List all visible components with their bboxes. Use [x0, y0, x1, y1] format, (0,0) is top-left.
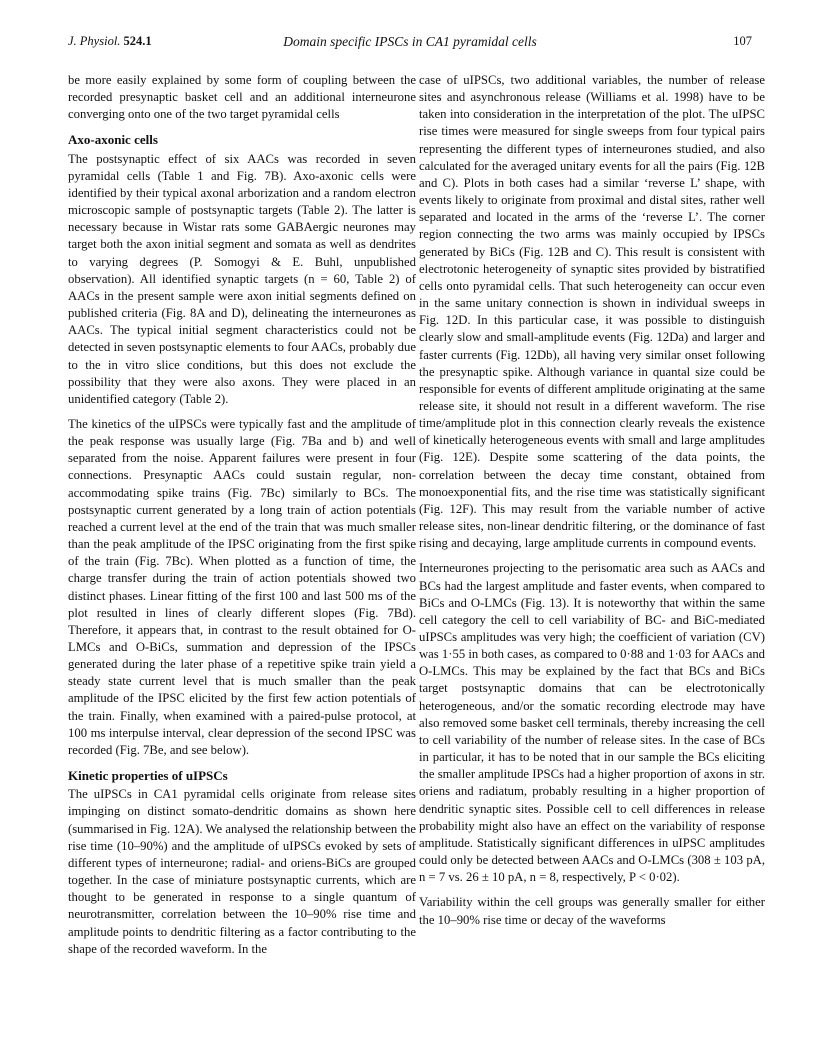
journal-abbrev: J. Physiol.: [68, 34, 121, 48]
left-column: [68, 72, 416, 966]
running-head: [68, 32, 752, 52]
volume-issue: 524.1: [123, 34, 152, 48]
paragraph: The postsynaptic effect of six AACs was recorded in seven pyramidal cells (Table 1 and Fig. 7B). Axo-axonic cells were identified by their typical axonal arborization and a random electron microscopic sample of postsynaptic targets (Table 2). The latter is necessary because in Wistar rats some GABAergic neurones may target both the axon initial segment and somata as well as dendrites to varying degrees (P. Somogyi & E. Buhl, unpublished observation). All identified synaptic targets (n = 60, Table 2) of AACs in the present sample were axon initial segments defined on published criteria (Fig. 8A and D), delineating the interneurones as AACs. The typical initial segment characteristics could not be detected in seven postsynaptic elements to four AACs, probably due to the in vitro slice conditions, but this does not exclude the possibility that they were also axons. They were placed in an unidentified category (Table 2).: [68, 151, 416, 406]
running-title: Domain specific IPSCs in CA1 pyramidal cells: [283, 34, 537, 49]
paragraph: Variability within the cell groups was generally smaller for either the 10–90% rise time or decay of the waveforms: [419, 895, 765, 927]
paragraph: The uIPSCs in CA1 pyramidal cells originate from release sites impinging on distinct somato-dendritic domains as shown here (summarised in Fig. 12A). We analysed the relationship between the rise time (10–90%) and the amplitude of uIPSCs evoked by sets of different types of interneurone; radial- and oriens-BiCs are grouped together. In the case of miniature postsynaptic currents, which are thought to be generated in response to a single quantum of neurotransmitter, correlation between the 10–90% rise time and amplitude points to dendritic filtering as a factor contributing to the shape of the recorded waveform. In the: [68, 787, 416, 956]
right-column: [419, 72, 765, 937]
paragraph: case of uIPSCs, two additional variables, the number of release sites and asynchronous release (Williams et al. 1998) have to be taken into consideration in the interpretation of the plot. The uIPSC rise times were measured for single sweeps from four typical pairs representing the different types of interneurones studied, and also calculated for the averaged unitary events for all the pairs (Fig. 12B and C). Plots in both cases had a similar ‘reverse L’ shape, with events likely to originate from proximal and distal sites, rather well separated and located in the arms of the ‘reverse L’. The corner region connecting the two arms was mainly occupied by IPSCs generated by BiCs (Fig. 12B and C). This result is consistent with electrotonic heterogeneity of synaptic sites provided by bistratified cells onto pyramidal cells. That such heterogeneity can occur even in the same unitary connection is shown in individual sweeps in Fig. 12D. In this particular case, it was possible to distinguish clearly slow and small-amplitude events (Fig. 12Da) and larger and faster currents (Fig. 12Db), all having very similar onset following the presynaptic spike. Although variance in quantal size could be responsible for events of different amplitude originating at the same release site, it should not result in a different waveform. The rise time/amplitude plot in this connection clearly reveals the existence of kinetically heterogeneous events with small and large amplitudes (Fig. 12E). Despite some scattering of the data points, the correlation between the decay time constant, obtained from monoexponential fits, and the rise time was statistically significant (Fig. 12F). This may result from the variable number of active release sites, non-linear dendritic filtering, or the dominance of fast rising and decaying, large amplitude currents in compound events.: [419, 73, 765, 551]
paragraph: Interneurones projecting to the perisomatic area such as AACs and BCs had the largest amplitude and faster events, when compared to BiCs and O-LMCs (Fig. 13). It is noteworthy that within the same cell category the cell to cell variability of BC- and BiC-mediated uIPSCs amplitudes was very high; the coefficient of variation (CV) was 1·55 in both cases, as compared to 0·88 and 1·03 for AACs and O-LMCs. This may be explained by the fact that BCs and BiCs target postsynaptic domains that can be electrotonically heterogeneous, and/or the somatic recording electrode may have also removed some basket cell terminals, thereby increasing the cell to cell variability of the number of release sites. In the case of BCs in particular, it has to be noted that in our sample the BCs eliciting the smaller amplitude IPSCs had a higher proportion of axons in str. oriens and radiatum, probably resulting in a higher proportion of dendritic synaptic sites. Possible cell to cell differences in release probability might also have an effect on the variability of response amplitude. Statistically significant differences in uIPSC amplitudes could only be detected between AACs and O-LMCs (308 ± 103 pA, n = 7 vs. 26 ± 10 pA, n = 8, respectively, P < 0·02).: [419, 561, 766, 885]
page-number: 107: [733, 34, 752, 48]
section-heading-axo-axonic: Axo-axonic cells: [68, 132, 158, 148]
paragraph: be more easily explained by some form of coupling between the recorded presynaptic basket cell and an additional interneurone converging onto one of the two target pyramidal cells: [68, 73, 416, 122]
paragraph: The kinetics of the uIPSCs were typically fast and the amplitude of the peak response was usually large (Fig. 7Ba and b) and well separated from the noise. Apparent failures were present in four connections. Presynaptic AACs could sustain regular, non-accommodating spike trains (Fig. 7Bc) similarly to BCs. The postsynaptic current generated by a long train of action potentials reached a current level at the end of the train that was much smaller than the peak amplitude of the IPSC originating from the first spike of the train (Fig. 7Bc). When plotted as a function of time, the charge transfer during the train of action potentials showed two distinct phases. Linear fitting of the first 100 and last 500 ms of the plot resulted in lines of clearly different slopes (Fig. 7Bd). Therefore, it appears that, in contrast to the result obtained for O-LMCs and O-BiCs, summation and depression of the IPSCs generated during the later phase of a repetitive spike train yield a steady state current level that is much smaller than the peak amplitude of the IPSC elicited by the first few action potentials of the train. Finally, when examined with a paired-pulse protocol, at 100 ms interpulse interval, clear depression of the second IPSC was recorded (Fig. 7Be, and see below).: [68, 416, 416, 757]
section-heading-kinetic-properties: Kinetic properties of uIPSCs: [68, 768, 228, 784]
